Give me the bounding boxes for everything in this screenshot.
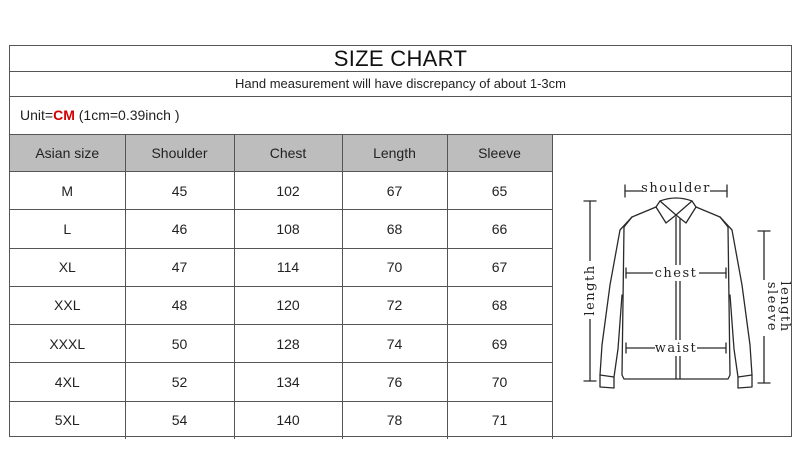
left-sleeve — [600, 217, 632, 377]
cell-length: 76 — [342, 363, 447, 401]
cell-chest: 128 — [234, 325, 342, 363]
cell-size: 5XL — [10, 401, 125, 439]
cell-size: M — [10, 172, 125, 210]
cell-length: 74 — [342, 325, 447, 363]
table-row — [10, 172, 552, 210]
length-label: length — [583, 264, 598, 316]
shirt-diagram — [552, 135, 791, 439]
table-row — [10, 210, 552, 248]
measurement-note: Hand measurement will have discrepancy of about 1-3cm — [10, 72, 791, 97]
chart-body — [10, 135, 791, 439]
cell-chest: 140 — [234, 401, 342, 439]
cell-length: 70 — [342, 248, 447, 286]
cell-length: 67 — [342, 172, 447, 210]
cell-sleeve: 68 — [447, 286, 552, 324]
header-sleeve: Sleeve — [447, 135, 552, 172]
cell-chest: 102 — [234, 172, 342, 210]
cell-chest: 120 — [234, 286, 342, 324]
table-row — [10, 363, 552, 401]
cell-size: L — [10, 210, 125, 248]
cell-chest: 108 — [234, 210, 342, 248]
cell-length: 68 — [342, 210, 447, 248]
cell-sleeve: 71 — [447, 401, 552, 439]
cell-sleeve: 66 — [447, 210, 552, 248]
header-asian-size: Asian size — [10, 135, 125, 172]
cell-shoulder: 50 — [125, 325, 234, 363]
sleeve-label-top: sleeve — [764, 281, 779, 333]
sleeve-label-bottom: length — [777, 281, 791, 333]
chart-title: SIZE CHART — [10, 46, 791, 72]
cell-length: 72 — [342, 286, 447, 324]
size-table — [10, 135, 553, 439]
unit-prefix: Unit= — [20, 107, 54, 123]
table-row — [10, 248, 552, 286]
cell-sleeve: 67 — [447, 248, 552, 286]
table-row — [10, 325, 552, 363]
cell-chest: 114 — [234, 248, 342, 286]
table-row — [10, 286, 552, 324]
cell-shoulder: 48 — [125, 286, 234, 324]
cell-shoulder: 46 — [125, 210, 234, 248]
cell-shoulder: 45 — [125, 172, 234, 210]
cell-length: 78 — [342, 401, 447, 439]
cell-size: 4XL — [10, 363, 125, 401]
cell-size: XXXL — [10, 325, 125, 363]
cell-shoulder: 52 — [125, 363, 234, 401]
cell-chest: 134 — [234, 363, 342, 401]
cell-size: XXL — [10, 286, 125, 324]
unit-suffix: (1cm=0.39inch ) — [74, 107, 180, 123]
header-chest: Chest — [234, 135, 342, 172]
cell-sleeve: 70 — [447, 363, 552, 401]
unit-value: CM — [53, 107, 75, 123]
header-length: Length — [342, 135, 447, 172]
cell-shoulder: 47 — [125, 248, 234, 286]
unit-line — [10, 97, 791, 135]
cell-size: XL — [10, 248, 125, 286]
table-row — [10, 401, 552, 439]
chest-label: chest — [654, 266, 698, 281]
cell-shoulder: 54 — [125, 401, 234, 439]
cell-sleeve: 65 — [447, 172, 552, 210]
cell-sleeve: 69 — [447, 325, 552, 363]
shirt-illustration — [552, 135, 791, 439]
header-shoulder: Shoulder — [125, 135, 234, 172]
shoulder-label: shoulder — [641, 181, 711, 196]
right-sleeve — [720, 217, 752, 377]
size-chart — [9, 45, 792, 437]
header-row — [10, 135, 552, 172]
waist-label: waist — [654, 341, 698, 356]
